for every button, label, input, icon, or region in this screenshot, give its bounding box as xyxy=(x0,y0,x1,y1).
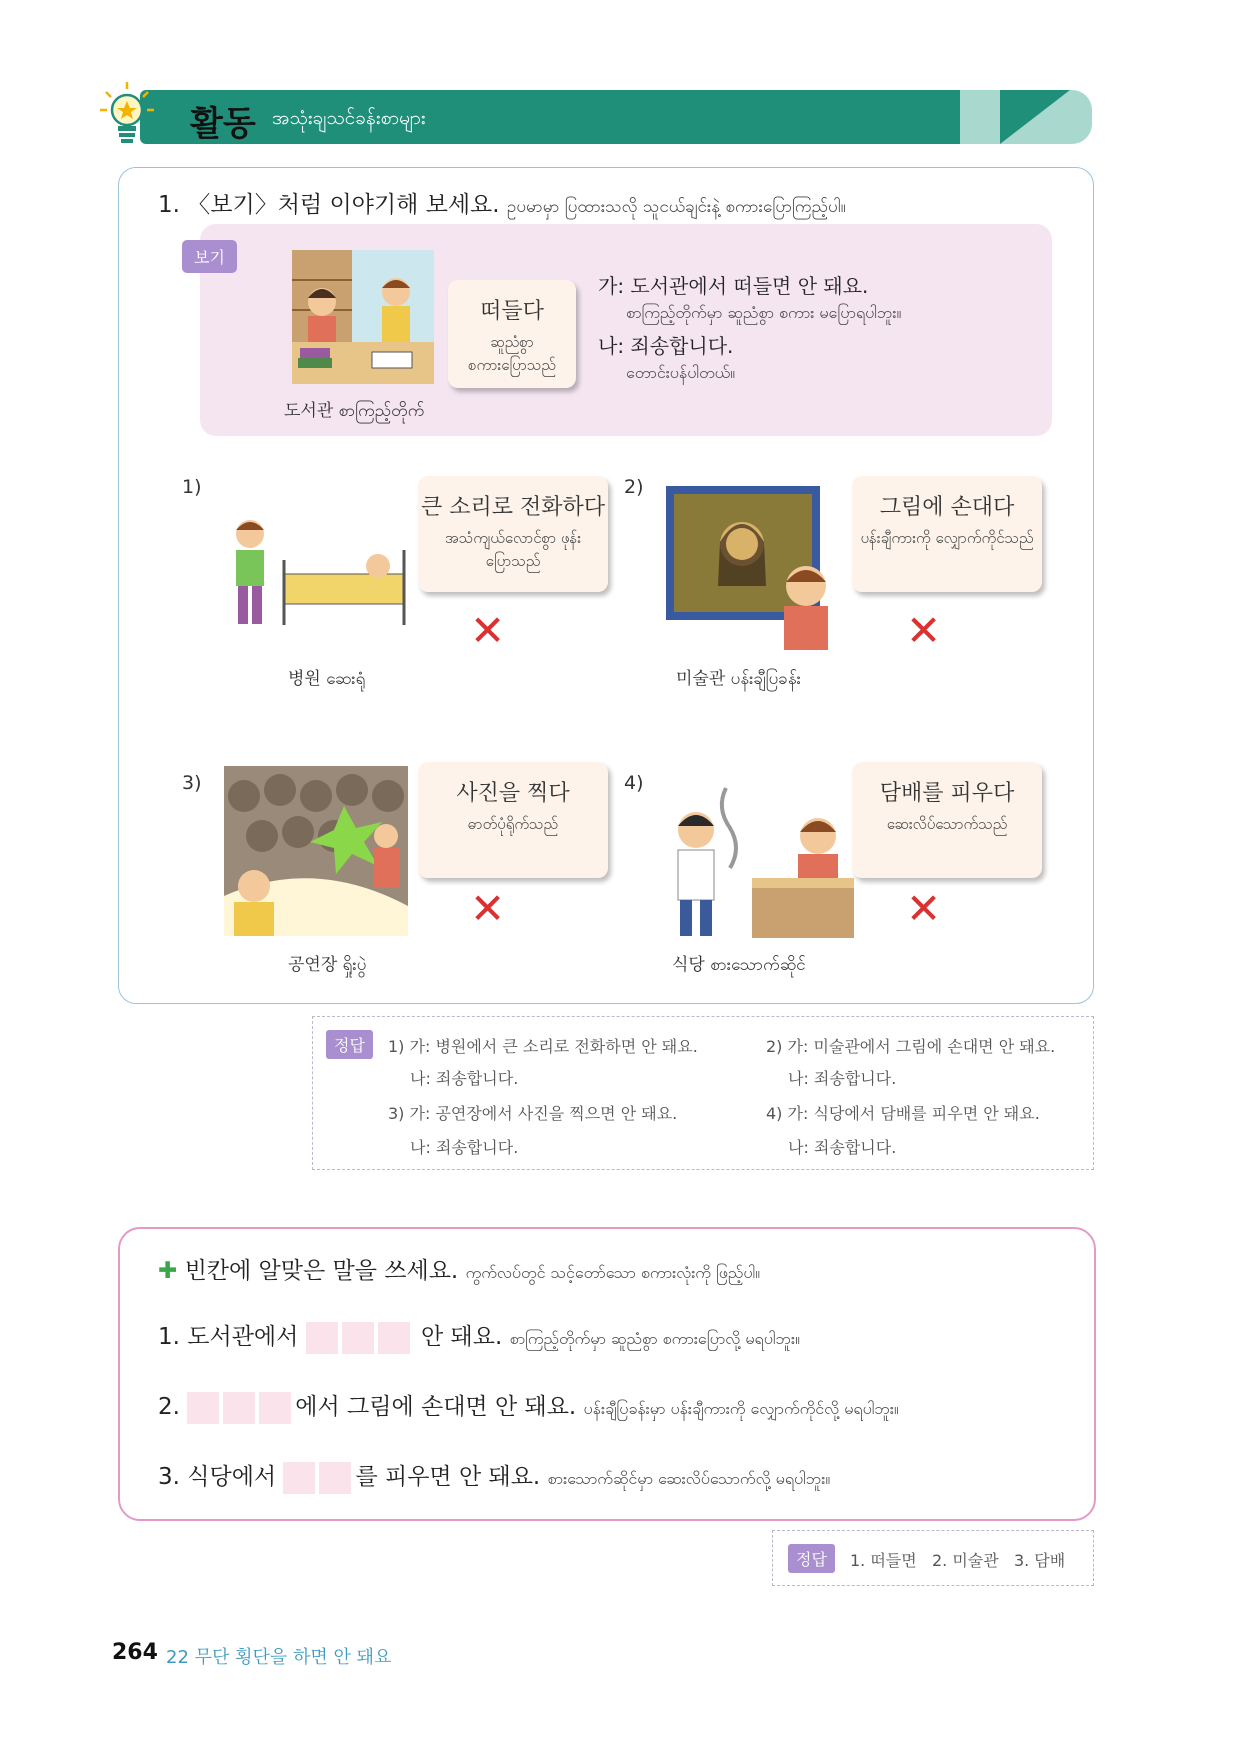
answer-line: 3) 가: 공연장에서 사진을 찍으면 안 돼요. xyxy=(388,1104,678,1123)
hospital-illustration xyxy=(212,510,408,630)
example-caption: 도서관 စာကြည့်တိုက် xyxy=(284,401,425,421)
prohibited-x-icon: ✕ xyxy=(906,884,942,933)
question-3: 3. 식당에서 를 피우면 안 돼요. စားသောက်ဆိုင်မှာ ဆေးလိပ်သောက်လို့ မရပါဘူး။ xyxy=(158,1458,830,1494)
item-number: 3) xyxy=(182,772,202,794)
answer-blank[interactable] xyxy=(378,1322,410,1354)
answer-blank[interactable] xyxy=(319,1462,351,1494)
example-dialog: 가: 도서관에서 떠들면 안 돼요. စာကြည့်တိုက်မှာ ဆူညံစွာ စကား မပြောရပါဘူး။ 나: 죄송합니다. တောင်းပန်ပါတယ်။ xyxy=(598,274,902,383)
item-number: 4) xyxy=(624,772,644,794)
answer-line: 나: 죄송합니다. xyxy=(410,1138,519,1157)
page-number: 264 xyxy=(112,1640,158,1665)
example-card: 떠들다 ဆူညံစွာ စကားပြောသည် xyxy=(448,280,576,388)
section-title: 활동 xyxy=(190,104,256,144)
lightbulb-icon xyxy=(98,80,156,150)
answer-line: 4) 가: 식당에서 담배를 피우면 안 돼요. xyxy=(766,1104,1040,1123)
answer-blank[interactable] xyxy=(306,1322,338,1354)
answer-line: 나: 죄송합니다. xyxy=(788,1069,897,1088)
fill-instruction: ✚ 빈칸에 알맞은 말을 쓰세요. ကွက်လပ်တွင် သင့်တော်သော စကားလုံးကို ဖြည့်ပါ။ xyxy=(158,1258,761,1284)
prohibited-x-icon: ✕ xyxy=(470,884,506,933)
answer-line: 1) 가: 병원에서 큰 소리로 전화하면 안 돼요. xyxy=(388,1037,698,1056)
item-caption: 미술관 ပန်းချီပြခန်း xyxy=(676,669,801,689)
answer-line: 나: 죄송합니다. xyxy=(410,1069,519,1088)
activity-instruction: 1. 〈보기〉처럼 이야기해 보세요. ဥပမာမှာ ပြထားသလို သူငယ်ချင်းနဲ့ စကားပြောကြည့်ပါ။ xyxy=(158,192,846,218)
plus-icon: ✚ xyxy=(158,1258,178,1284)
question-2: 2. 에서 그림에 손대면 안 돼요. ပန်းချီပြခန်းမှာ ပန်းချီကားကို လျှောက်ကိုင်လို့ မရပါဘူး။ xyxy=(158,1388,899,1424)
item-card: 큰 소리로 전화하다 အသံကျယ်လောင်စွာ ဖုန်းပြောသည် xyxy=(418,476,608,592)
answer-line: 2) 가: 미술관에서 그림에 손대면 안 돼요. xyxy=(766,1037,1056,1056)
concert-illustration xyxy=(224,766,408,936)
answer-tag: 정답 xyxy=(788,1544,835,1573)
item-caption: 병원 ဆေးရုံ xyxy=(288,669,366,689)
museum-illustration xyxy=(666,486,836,650)
answer-line: 나: 죄송합니다. xyxy=(788,1138,897,1157)
answer-line: 1. 떠들면 2. 미술관 3. 담배 xyxy=(850,1551,1066,1570)
item-number: 1) xyxy=(182,476,202,498)
answer-blank[interactable] xyxy=(223,1392,255,1424)
restaurant-illustration xyxy=(660,778,854,938)
item-caption: 공연장 ရှိုးပွဲ xyxy=(288,955,367,975)
example-tag: 보기 xyxy=(182,240,237,273)
answer-tag: 정답 xyxy=(326,1030,373,1059)
item-card: 사진을 찍다 ဓာတ်ပုံရိုက်သည် xyxy=(418,762,608,878)
answer-blank[interactable] xyxy=(342,1322,374,1354)
item-card: 그림에 손대다 ပန်းချီကားကို လျှောက်ကိုင်သည် xyxy=(852,476,1042,592)
question-1: 1. 도서관에서 안 돼요. စာကြည့်တိုက်မှာ ဆူညံစွာ စကားပြောလို့ မရပါဘူး။ xyxy=(158,1318,800,1354)
chapter-title: 22 무단 횡단을 하면 안 돼요 xyxy=(166,1647,392,1668)
item-card: 담배를 피우다 ဆေးလိပ်သောက်သည် xyxy=(852,762,1042,878)
item-number: 2) xyxy=(624,476,644,498)
prohibited-x-icon: ✕ xyxy=(906,606,942,655)
answer-blank[interactable] xyxy=(283,1462,315,1494)
library-illustration xyxy=(292,250,434,384)
section-subtitle: အသုံးချသင်ခန်းစာများ xyxy=(272,107,426,129)
section-banner xyxy=(140,90,1092,144)
prohibited-x-icon: ✕ xyxy=(470,606,506,655)
answer-blank[interactable] xyxy=(259,1392,291,1424)
answer-blank[interactable] xyxy=(187,1392,219,1424)
item-caption: 식당 စားသောက်ဆိုင် xyxy=(672,955,806,975)
